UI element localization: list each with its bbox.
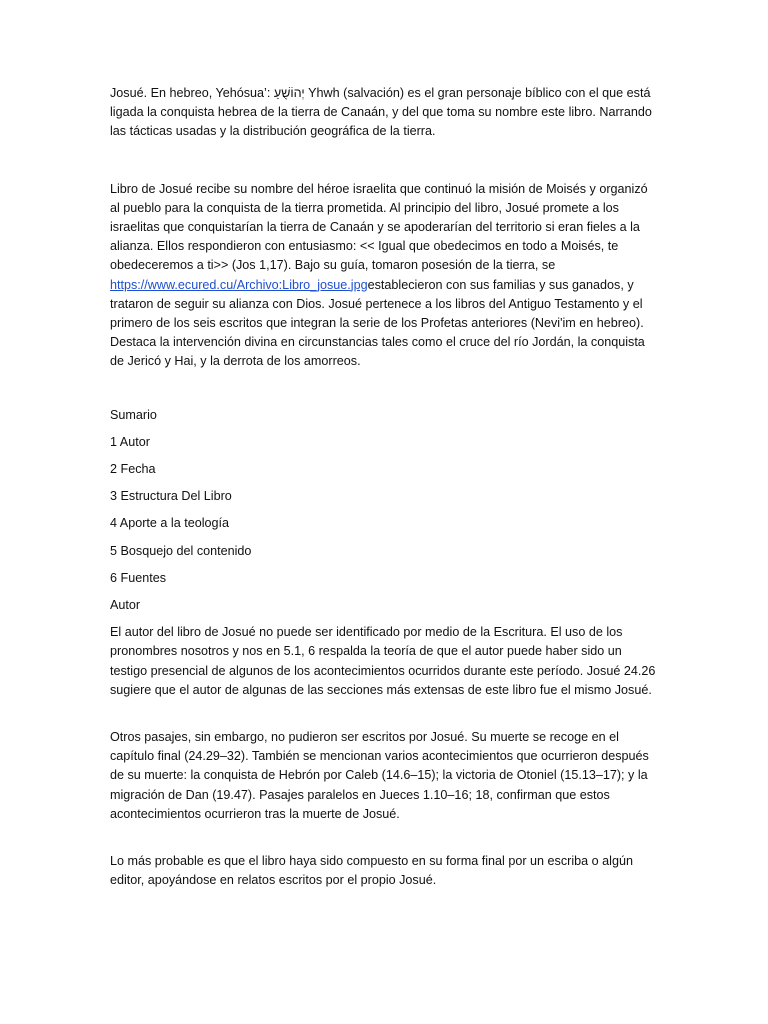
conclusion-paragraph: Lo más probable es que el libro haya sido compuesto en su forma final por un escriba o algún editor, apoyándose en relatos escritos por el propio Josué. (110, 854, 633, 888)
other-passages-paragraph: Otros pasajes, sin embargo, no pudieron ser escritos por Josué. Su muerte se recoge en el capítulo final (24.29–32). También se mencionan varios acontecimientos que ocurrieron después de su muerte: la conquista de Hebrón por Caleb (14.6–15); la victoria de Otoniel (15.13–17); y la migración de Dan (19.47). Pasajes paralelos en Jueces 1.10–16; 18, confirman que estos acontecimientos ocurrieron tras la muerte de Josué. (110, 729, 649, 821)
summary-item-teologia: 4 Aporte a la teología (110, 516, 230, 531)
intro-paragraph: Josué. En hebreo, Yehósua’: יְהוֹשֻׁעַ Yhwh (salvación) es el gran personaje bíblico con el que está ligada la conquista hebrea de la tierra de Canaán, y del que toma su nombre este libro. Narrando las tácticas usadas y la distribución geográfica de la tierra. (110, 86, 652, 139)
book-description-text-start: Libro de Josué recibe su nombre del héroe israelita que continuó la misión de Moisés y organizó al pueblo para la conquista de la tierra prometida. Al principio del libro, Josué promete a los israelitas que conquistarían la tierra de Canaán y se apoderarían del territorio si eran fieles a la alianza. Ellos respondieron con entusiasmo: << Igual que obedecimos en todo a Moisés, te obedeceremos a ti>> (Jos 1,17). Bajo su guía, tomaron posesión de la tierra, se (110, 181, 648, 273)
summary-title: Sumario (110, 407, 157, 422)
summary-item-fuentes: 6 Fuentes (110, 570, 167, 585)
summary-item-estructura: 3 Estructura Del Libro (110, 489, 232, 504)
book-description-text-end: establecieron con sus familias y sus ganados, y trataron de seguir su alianza con Dios. Josué pertenece a los libros del Antiguo Testamento y el primero de los seis escritos que integran la serie de los Profetas anteriores (Nevi'im en hebreo). Destaca la intervención divina en circunstancias tales como el cruce del río Jordán, la conquista de Jericó y Hai, y la derrota de los amorreos. (110, 277, 645, 369)
document-body (110, 84, 658, 890)
author-paragraph: El autor del libro de Josué no puede ser identificado por medio de la Escritura. El uso de los pronombres nosotros y nos en 5.1, 6 respalda la teoría de que el autor puede haber sido un testigo presencial de algunos de los acontecimientos ocurridos durante este período. Josué 24.26 sugiere que el autor de algunas de las secciones más extensas de este libro fue el mismo Josué. (110, 625, 656, 697)
summary-item-autor: 1 Autor (110, 434, 150, 449)
summary-list (110, 433, 658, 588)
book-description-paragraph (110, 180, 658, 372)
ecured-image-link[interactable]: https://www.ecured.cu/Archivo:Libro_josue.jpg (110, 277, 368, 292)
summary-item-fecha: 2 Fecha (110, 462, 156, 477)
author-section-heading: Autor (110, 597, 141, 612)
summary-item-bosquejo: 5 Bosquejo del contenido (110, 543, 252, 558)
